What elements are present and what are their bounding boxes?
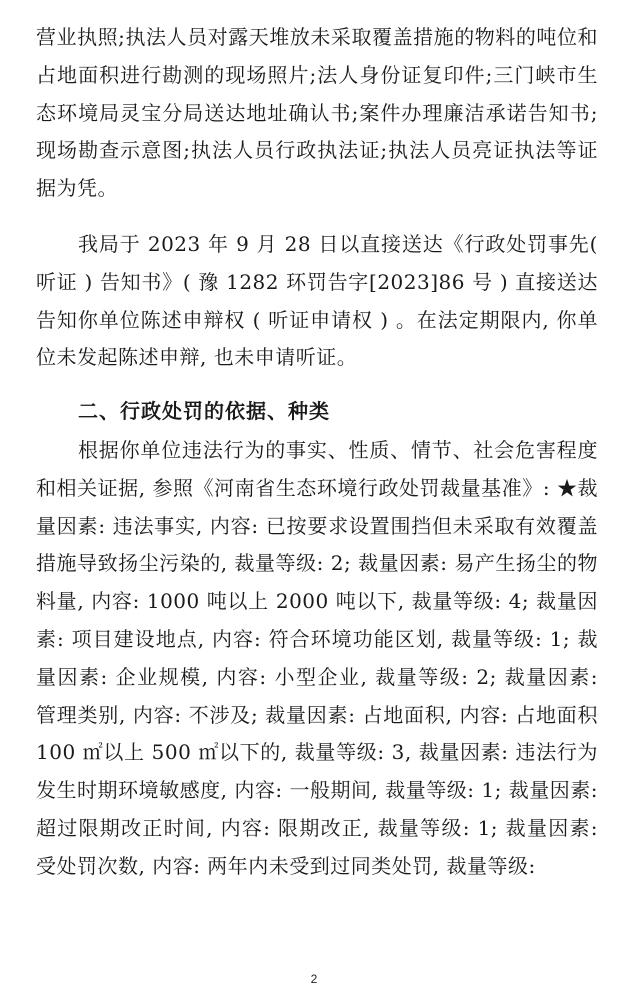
evidence-paragraph: 营业执照;执法人员对露天堆放未采取覆盖措施的物料的吨位和占地面积进行勘测的现场照片;法人身份证复印件;三门峡市生态环境局灵宝分局送达地址确认书;案件办理廉洁承诺告知书; 现场勘查示意图;执法人员行政执法证;执法人员亮证执法等证据为凭。	[36, 25, 598, 201]
page-number: 2	[310, 972, 318, 986]
basis-paragraph: 根据你单位违法行为的事实、性质、情节、社会危害程度和相关证据, 参照《河南省生态环境行政处罚裁量基准》: ★裁量因素: 违法事实, 内容: 已按要求设置围挡但未采取有效覆盖措施导致扬尘污染的, 裁量等级: 2; 裁量因素: 易产生扬尘的物料量, 内容: 1000 吨以上 2000 吨以下, 裁量等级: 4; 裁量因素: 项目建设地点, 内容: 符合环境功能区划, 裁量等级: 1; 裁量因素: 企业规模, 内容: 小型企业, 裁量等级: 2; 裁量因素: 管理类别, 内容: 不涉及; 裁量因素: 占地面积, 内容: 占地面积 100 ㎡以上 500 ㎡以下的, 裁量等级: 3, 裁量因素: 违法行为发生时期环境敏感度, 内容: 一般期间, 裁量等级: 1; 裁量因素: 超过限期改正时间, 内容: 限期改正, 裁量等级: 1; 裁量因素: 受处罚次数, 内容: 两年内未受到过同类处罚, 裁量等级:	[36, 438, 598, 878]
section-heading: 二、行政处罚的依据、种类	[78, 399, 330, 423]
notice-paragraph: 我局于 2023 年 9 月 28 日以直接送达《行政处罚事先( 听证 ) 告知书》( 豫 1282 环罚告字[2023]86 号 ) 直接送达告知你单位陈述申辩权 ( 听证申请权 ) 。在法定期限内, 你单位未发起陈述申辩, 也未申请听证。	[36, 232, 598, 370]
